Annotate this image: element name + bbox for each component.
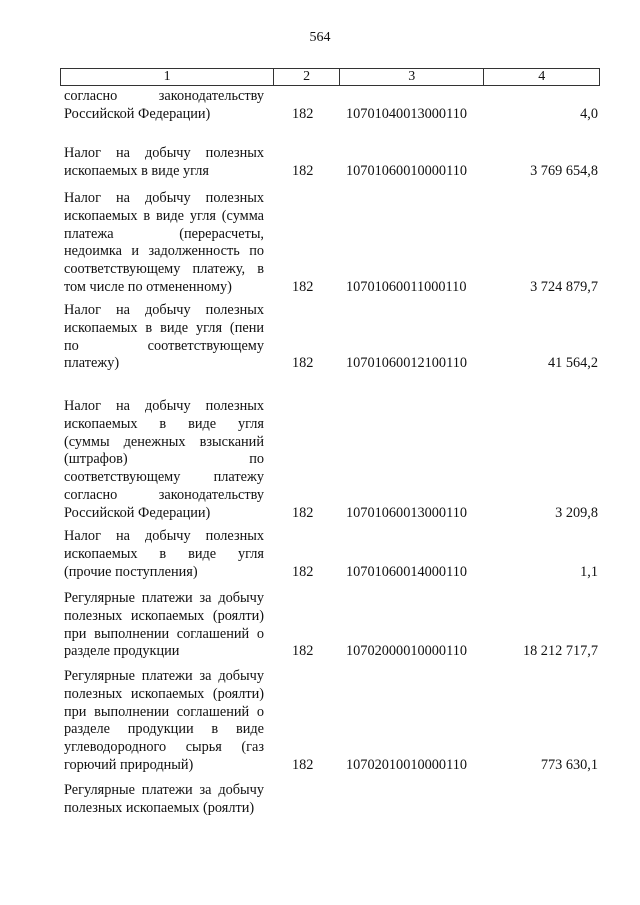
row-description	[64, 145, 264, 181]
description-line: недоимка и задолженность по	[64, 243, 264, 260]
row-description	[64, 190, 264, 297]
row-amount: 773 630,1	[540, 757, 598, 773]
row-amount: 41 564,2	[547, 355, 598, 372]
table-row	[0, 398, 640, 523]
description-line: Налог на добычу полезных	[64, 302, 264, 318]
description-line: Российской Федерации)	[64, 504, 211, 521]
description-line: полезных ископаемых (роялти)	[64, 685, 264, 702]
table-row	[0, 528, 640, 581]
row-kbk: 10701060010000110	[346, 162, 467, 179]
description-line: при выполнении соглашений о	[64, 703, 264, 720]
description-line: том числе по отмененному)	[64, 278, 232, 295]
description-line: ископаемых в виде угля (пени	[64, 319, 264, 336]
header-col-4: 4	[538, 69, 546, 84]
row-kbk: 10701060013000110	[346, 504, 467, 521]
description-line: Регулярные платежи за добычу	[64, 590, 264, 606]
description-line: соответствующему платежу, в	[64, 261, 264, 278]
table-row	[0, 668, 640, 775]
description-line: по соответствующему	[64, 337, 264, 354]
row-description	[64, 668, 264, 775]
row-description	[64, 302, 264, 373]
row-description	[64, 782, 264, 818]
row-kbk: 10701040013000110	[346, 105, 467, 122]
row-amount: 1,1	[580, 563, 598, 580]
description-line: Российской Федерации)	[64, 105, 211, 122]
description-line: ископаемых в виде угля	[64, 162, 209, 179]
description-line: полезных ископаемых (роялти)	[64, 607, 264, 624]
row-code: 182	[292, 757, 314, 773]
description-line: Налог на добычу полезных	[64, 145, 264, 161]
description-line: соответствующему платежу	[64, 469, 264, 486]
table-row	[0, 88, 640, 124]
row-code: 182	[292, 105, 314, 122]
description-line: разделе продукции в виде	[64, 721, 264, 738]
row-amount: 3 724 879,7	[530, 279, 598, 295]
description-line: Налог на добычу полезных	[64, 528, 264, 544]
table-row	[0, 590, 640, 661]
description-line: (суммы денежных взысканий	[64, 433, 264, 450]
row-kbk: 10701060011000110	[346, 279, 467, 295]
description-line: ископаемых в виде угля	[64, 545, 264, 562]
row-code: 182	[292, 563, 314, 580]
row-kbk: 10702000010000110	[346, 643, 467, 660]
description-line: Налог на добычу полезных	[64, 398, 264, 414]
description-line: горючий природный)	[64, 756, 194, 773]
row-kbk: 10702010010000110	[346, 757, 467, 773]
header-col-2: 2	[274, 69, 340, 85]
row-code: 182	[292, 504, 314, 521]
row-description	[64, 88, 264, 124]
row-description	[64, 528, 264, 581]
description-line: при выполнении соглашений о	[64, 625, 264, 642]
row-description	[64, 398, 264, 523]
description-line: согласно законодательству	[64, 486, 264, 503]
description-line: ископаемых в виде угля (сумма	[64, 207, 264, 224]
row-kbk: 10701060012100110	[346, 355, 467, 372]
table-row	[0, 190, 640, 297]
row-description	[64, 590, 264, 661]
description-line: разделе продукции	[64, 643, 180, 660]
description-line: Регулярные платежи за добычу	[64, 668, 264, 684]
description-line: (прочие поступления)	[64, 563, 198, 580]
description-line: согласно законодательству	[64, 88, 264, 104]
description-line: углеводородного сырья (газ	[64, 739, 264, 756]
table-row	[0, 782, 640, 818]
description-line: платежа (перерасчеты,	[64, 225, 264, 242]
table-row	[0, 145, 640, 181]
description-line: платежу)	[64, 355, 120, 372]
row-code: 182	[292, 355, 314, 372]
description-line: полезных ископаемых (роялти)	[64, 799, 255, 816]
description-line: Налог на добычу полезных	[64, 190, 264, 206]
header-col-1: 1	[61, 69, 274, 85]
description-line: (штрафов) по	[64, 451, 264, 468]
page-number: 564	[309, 30, 331, 45]
description-line: Регулярные платежи за добычу	[64, 782, 264, 798]
row-amount: 3 769 654,8	[530, 162, 598, 179]
row-amount: 18 212 717,7	[522, 643, 598, 660]
row-amount: 4,0	[580, 105, 598, 122]
header-col-3: 3	[340, 69, 484, 85]
description-line: ископаемых в виде угля	[64, 415, 264, 432]
row-kbk: 10701060014000110	[346, 563, 467, 580]
row-code: 182	[292, 162, 314, 179]
table-row	[0, 302, 640, 373]
row-amount: 3 209,8	[555, 504, 598, 521]
table-header	[60, 68, 600, 86]
row-code: 182	[292, 643, 314, 660]
row-code: 182	[292, 279, 314, 295]
